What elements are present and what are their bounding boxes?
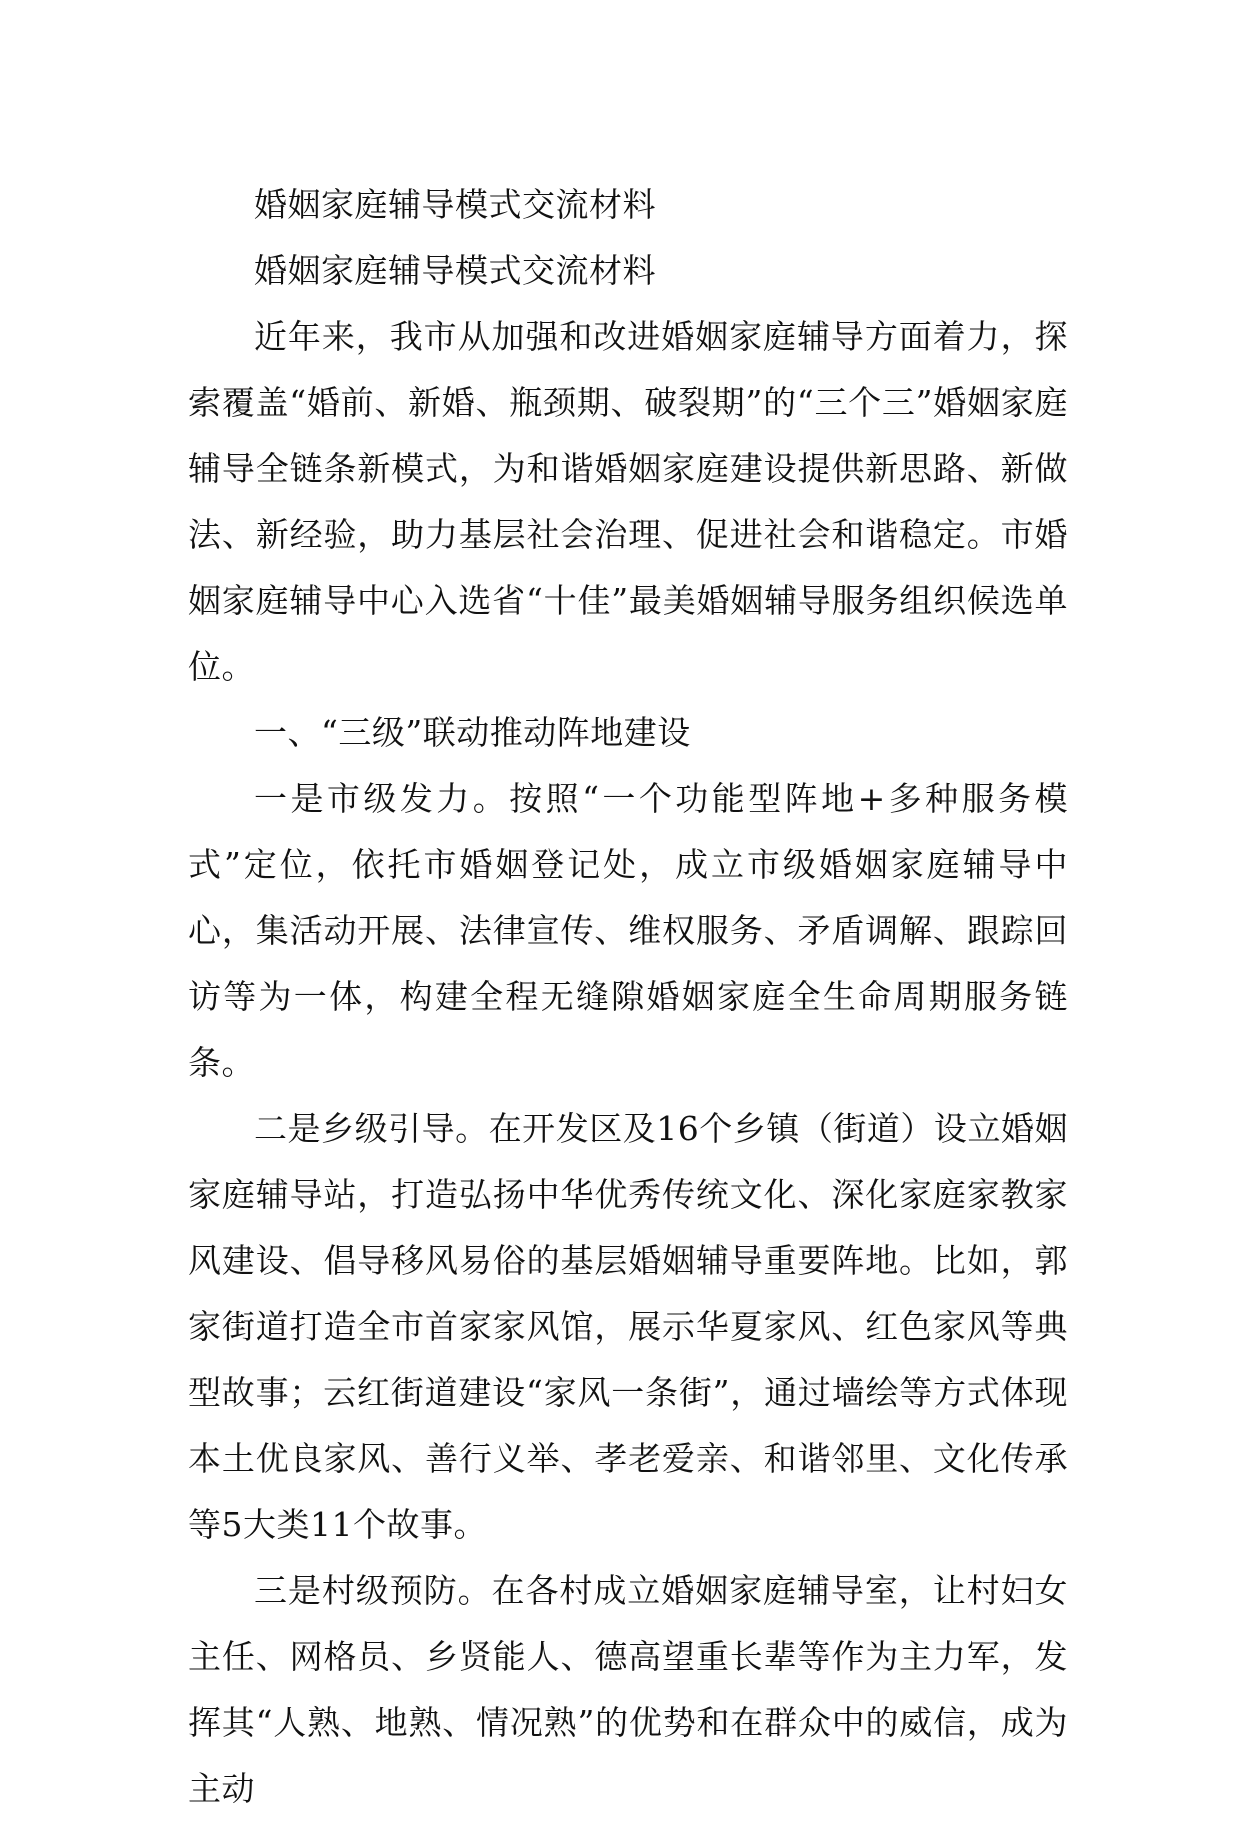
document-title: 婚姻家庭辅导模式交流材料 xyxy=(254,185,656,224)
document-subtitle: 婚姻家庭辅导模式交流材料 xyxy=(254,251,656,290)
paragraph-township-level: 二是乡级引导。在开发区及16个乡镇（街道）设立婚姻家庭辅导站，打造弘扬中华优秀传统文化、深化家庭家教家风建设、倡导移风易俗的基层婚姻辅导重要阵地。比如，郭家街道打造全市首家家风馆，展示华夏家风、红色家风等典型故事；云红街道建设“家风一条街”，通过墙绘等方式体现本土优良家风、善行义举、孝老爱亲、和谐邻里、文化传承等5大类11个故事。 xyxy=(188,1109,1068,1544)
paragraph-intro: 近年来，我市从加强和改进婚姻家庭辅导方面着力，探索覆盖“婚前、新婚、瓶颈期、破裂期”的“三个三”婚姻家庭辅导全链条新模式，为和谐婚姻家庭建设提供新思路、新做法、新经验，助力基层社会治理、促进社会和谐稳定。市婚姻家庭辅导中心入选省“十佳”最美婚姻辅导服务组织候选单位。 xyxy=(188,317,1068,686)
paragraph-village-level: 三是村级预防。在各村成立婚姻家庭辅导室，让村妇女主任、网格员、乡贤能人、德高望重长辈等作为主力军，发挥其“人熟、地熟、情况熟”的优势和在群众中的威信，成为主动 xyxy=(188,1571,1068,1808)
section-heading-1: 一、“三级”联动推动阵地建设 xyxy=(254,713,691,752)
paragraph-city-level: 一是市级发力。按照“一个功能型阵地+多种服务模式”定位，依托市婚姻登记处，成立市级婚姻家庭辅导中心，集活动开展、法律宣传、维权服务、矛盾调解、跟踪回访等为一体，构建全程无缝隙婚姻家庭全生命周期服务链条。 xyxy=(188,779,1068,1082)
document-page xyxy=(188,172,1068,1822)
